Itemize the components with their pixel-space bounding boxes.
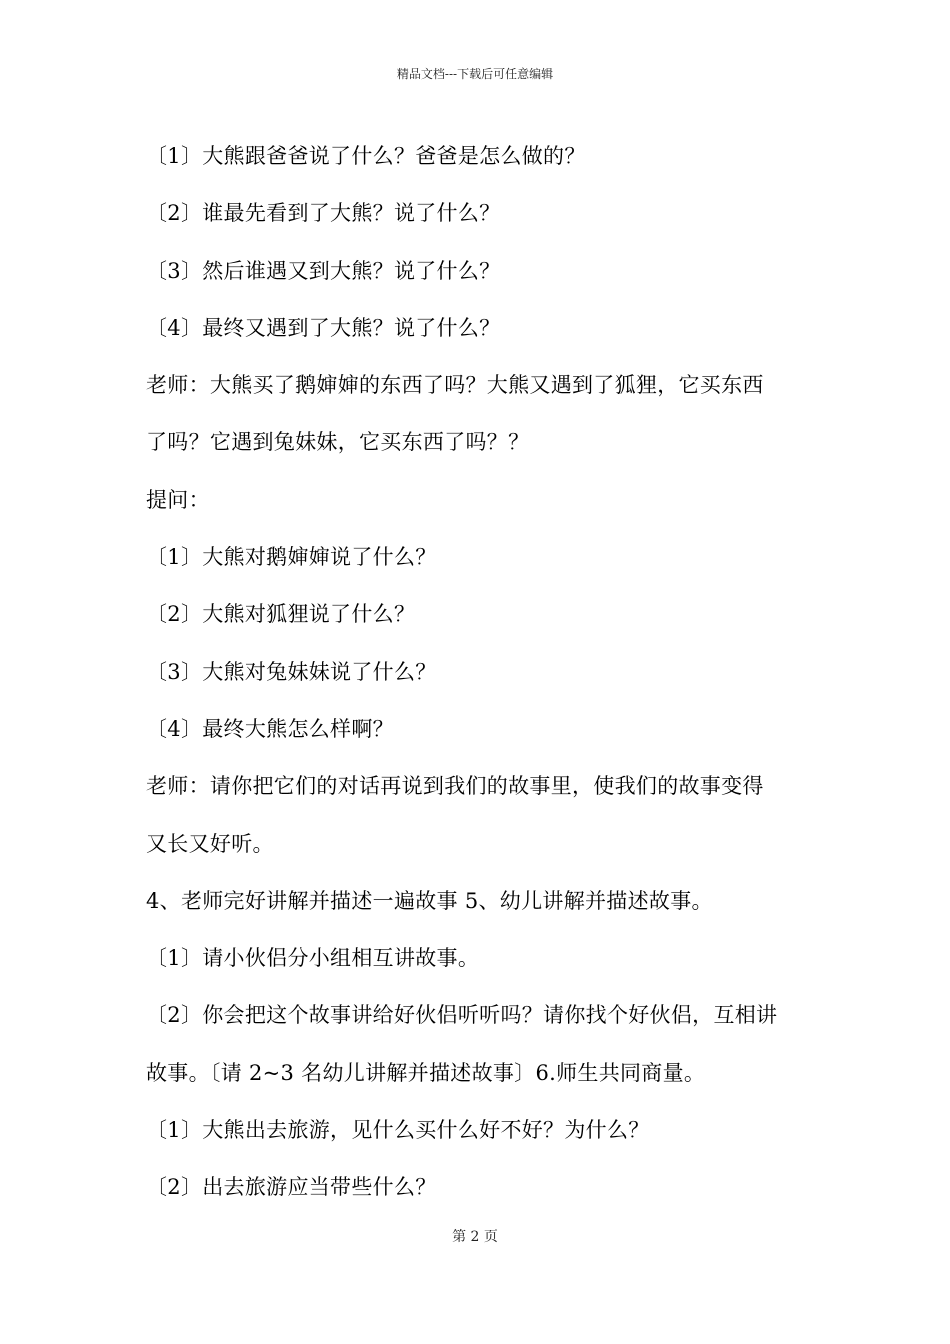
document-body xyxy=(146,128,814,1217)
text-line: 老师：大熊买了鹅婶婶的东西了吗？大熊又遇到了狐狸，它买东西 xyxy=(146,373,764,398)
text-line: 老师：请你把它们的对话再说到我们的故事里，使我们的故事变得 xyxy=(146,774,764,799)
page-header: 精品文档---下载后可任意编辑 xyxy=(396,67,554,81)
text-line: 〔1〕大熊出去旅游，见什么买什么好不好？为什么？ xyxy=(146,1118,650,1143)
text-line: 又长又好听。 xyxy=(146,831,274,856)
text-line: 了吗？它遇到兔妹妹，它买东西了吗？？ xyxy=(146,430,530,455)
text-line: 〔3〕然后谁遇又到大熊？说了什么？ xyxy=(146,258,501,283)
text-line: 〔2〕出去旅游应当带些什么？ xyxy=(146,1175,437,1200)
text-line: 〔1〕请小伙侣分小组相互讲故事。 xyxy=(146,946,480,971)
text-line: 故事。〔请 2~3 名幼儿讲解并描述故事〕6.师生共同商量。 xyxy=(146,1060,706,1085)
text-line: 〔1〕大熊对鹅婶婶说了什么？ xyxy=(146,545,437,570)
text-line: 〔1〕大熊跟爸爸说了什么？爸爸是怎么做的？ xyxy=(146,144,586,168)
text-line: 4、老师完好讲解并描述一遍故事 5、幼儿讲解并描述故事。 xyxy=(146,888,713,913)
text-line: 提问： xyxy=(146,487,210,512)
text-line: 〔2〕你会把这个故事讲给好伙侣听听吗？请你找个好伙侣，互相讲 xyxy=(146,1003,778,1028)
text-line: 〔2〕大熊对狐狸说了什么？ xyxy=(146,602,416,627)
text-line: 〔2〕谁最先看到了大熊？说了什么？ xyxy=(146,201,501,226)
text-line: 〔4〕最终又遇到了大熊？说了什么？ xyxy=(146,315,501,340)
text-line: 〔4〕最终大熊怎么样啊？ xyxy=(146,716,394,741)
text-line: 〔3〕大熊对兔妹妹说了什么？ xyxy=(146,659,437,684)
page-number: 第 2 页 xyxy=(452,1229,498,1245)
